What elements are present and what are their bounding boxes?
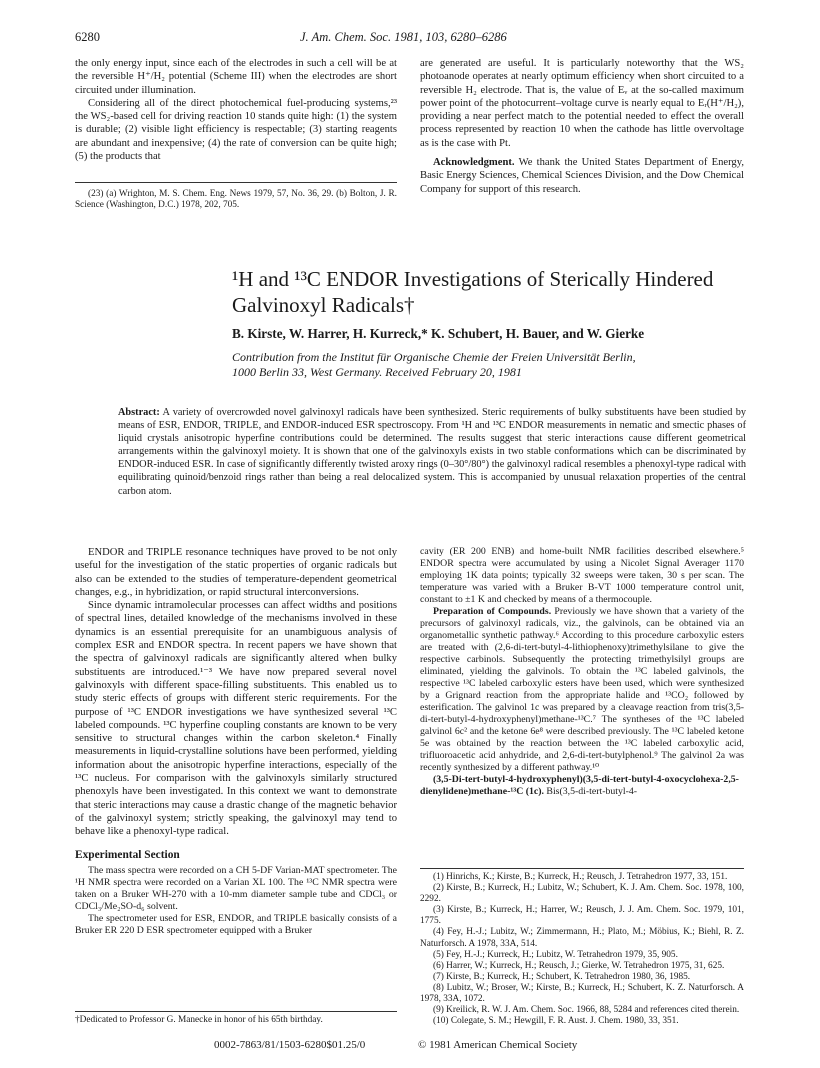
affiliation-line: 1000 Berlin 33, West Germany. Received February 20, 1981	[232, 365, 522, 379]
divider	[420, 868, 744, 869]
paragraph: The mass spectra were recorded on a CH 5-DF Varian-MAT spectrometer. The ¹H NMR spectra were recorded on a Varian XL 100. The ¹³C NMR spectra were taken on a Bruker WH-270 with a 10-mm diameter sample tube and CDCl₃ or CDCl₃/Me₂SO-d₆ solvent.	[75, 864, 397, 912]
subsection-label: Preparation of Compounds.	[433, 606, 552, 617]
reference-item: (6) Harrer, W.; Kurreck, H.; Reusch, J.; Gierke, W. Tetrahedron 1975, 31, 625.	[433, 960, 725, 971]
paragraph: ENDOR and TRIPLE resonance techniques have proved to be not only useful for the investigation of the static properties of organic radicals but also can be extended to the studies of temperature-dependent geometrical changes, e.g., in hybridization, or rapid structural interconversions.	[75, 547, 397, 598]
reference-item: (7) Kirste, B.; Kurreck, H.; Schubert, K. Tetrahedron 1980, 36, 1985.	[433, 971, 691, 982]
section-heading: Experimental Section	[75, 848, 180, 861]
article-code: 0002-7863/81/1503-6280$01.25/0	[214, 1039, 366, 1051]
main-right-column	[420, 546, 744, 798]
footnote-text: (23) (a) Wrighton, M. S. Chem. Eng. News 1979, 57, No. 36, 29. (b) Bolton, J. R. Science (Washington, D.C.) 1978, 202, 705.	[75, 189, 397, 211]
abstract-paragraph	[118, 406, 746, 498]
reference-item: (9) Kreilick, R. W. J. Am. Chem. Soc. 1966, 88, 5284 and references cited therein.	[433, 1005, 740, 1016]
prev-article-right-column	[420, 57, 744, 196]
reference-list	[420, 872, 744, 1027]
main-left-column	[75, 546, 397, 937]
author-list: B. Kirste, W. Harrer, H. Kurreck,* K. Schubert, H. Bauer, and W. Gierke	[232, 326, 645, 341]
article-title	[232, 266, 752, 318]
title-line: Galvinoxyl Radicals†	[232, 293, 415, 317]
paragraph: cavity (ER 200 ENB) and home-built NMR facilities described elsewhere.⁵ ENDOR spectra were accumulated by using a Nicolet Signal Averager 1170 employing 1K data points; typically 32 sweeps were taken, 30 s per scan. The temperature was varied with a Bruker B-VT 1000 temperature control unit, constant to ±1 K and checked by means of a thermocouple.	[420, 546, 744, 605]
reference-item: (4) Fey, H.-J.; Lubitz, W.; Zimmermann, H.; Plato, M.; Möbius, K.; Biehl, R. Z. Naturforsch. A 1978, 33A, 514.	[420, 927, 744, 949]
paragraph: Considering all of the direct photochemical fuel-producing systems,²³ the WS₂-based cell for driving reaction 10 stands quite high: (1) the system is durable; (2) visible light efficiency is respectable; (3) starting reagents are abundant and inexpensive; (4) the rate of conversion can be quite high; (5) the products that	[75, 97, 397, 163]
journal-citation: J. Am. Chem. Soc. 1981, 103, 6280–6286	[300, 30, 507, 44]
paragraph	[420, 606, 744, 774]
divider	[75, 182, 397, 183]
divider	[75, 1011, 397, 1012]
paragraph	[420, 774, 744, 798]
reference-item: (5) Fey, H.-J.; Kurreck, H.; Lubitz, W. Tetrahedron 1979, 35, 905.	[433, 949, 678, 960]
paragraph-text: Previously we have shown that a variety of the precursors of galvinoxyl radicals, viz., the galvinols, can be obtained via an organometallic synthetic pathway.⁶ According to this procedure carboxylic esters are treated with (2,6-di-tert-butyl-4-lithiophenoxy)trimethylsilane to give the respective carbinols. Subsequently the protecting trimethylsilyl groups are eliminated, yielding the galvinols. To obtain the ¹³C labeled galvinols, the respective ¹³C labeled carboxylic esters have been used, which were synthesized by a Grignard reaction from the appropriate halide and ¹³CO₂ followed by esterification. The galvinol 1c was prepared by a cleavage reaction from tris(3,5-di-tert-butyl-4-hydroxyphenyl)methane-¹³C.⁷ The syntheses of the ¹³C labeled galvinol 6c² and the ketone 6e⁸ were described previously. The ¹³C labeled ketone 5e was obtained by the reaction between the ¹³C labeled carboxylic acid, trifluoroacetic acid anhydride, and 2,6-di-tert-butylphenol.⁹ The galvinol 2a was recently synthesized by a different pathway.¹⁰	[420, 606, 744, 773]
paragraph: The spectrometer used for ESR, ENDOR, and TRIPLE basically consists of a Bruker ER 220 D ESR spectrometer equipped with a Bruker	[75, 912, 397, 936]
paragraph-text: Bis(3,5-di-tert-butyl-4-	[546, 786, 638, 797]
reference-item: (2) Kirste, B.; Kurreck, H.; Lubitz, W.; Schubert, K. J. Am. Chem. Soc. 1978, 100, 2292.	[420, 883, 744, 905]
prev-article-footnote	[75, 189, 397, 211]
copyright: © 1981 American Chemical Society	[418, 1039, 578, 1051]
dedication-footnote: †Dedicated to Professor G. Manecke in honor of his 65th birthday.	[75, 1015, 323, 1025]
compound-label: (3,5-Di-tert-butyl-4-hydroxyphenyl)(3,5-di-tert-butyl-4-oxocyclohexa-2,5-dienylidene)methane-¹³C (1c).	[420, 774, 739, 797]
abstract-text: A variety of overcrowded novel galvinoxyl radicals have been synthesized. Steric requirements of bulky substituents have been studied by means of ESR, ENDOR, TRIPLE, and ENDOR-induced ESR spectroscopy. From ¹H and ¹³C ENDOR measurements in nematic and smectic phases of liquid crystals anisotropic hyperfine contributions could be determined. The results suggest that steric interactions cause different geometrical arrangements within the galvinoxyl moiety. It is shown that one of the galvinoxyls exists in two stable conformations which can be discriminated by ENDOR-induced ESR. In case of significantly differently twisted aroxy rings (0–30°/80°) the galvinoxyl radical resembles a phenoxyl-type radical with equilibrating quinoid/benzoid rings rather than being a real delocalized system. This is accompanied by unusual relaxation properties of the central carbon atom.	[118, 407, 746, 497]
page-number: 6280	[75, 30, 100, 44]
paragraph: the only energy input, since each of the electrodes in such a cell will be at the reversible H⁺/H₂ potential (Scheme III) when the electrodes are short circuited under illumination.	[75, 58, 397, 96]
acknowledgment	[420, 156, 744, 196]
title-line: ¹H and ¹³C ENDOR Investigations of Sterically Hindered	[232, 267, 714, 291]
affiliation-line: Contribution from the Institut für Organische Chemie der Freien Universität Berlin,	[232, 350, 636, 364]
paragraph: Since dynamic intramolecular processes can affect widths and positions of spectral lines, detailed knowledge of the mechanisms involved in these dynamics is an essential prerequisite for an unambiguous analysis of complex ESR and ENDOR spectra. In recent papers we have shown that the spectra of galvinoxyl radicals are significantly altered when bulky substituents are introduced.¹⁻³ We have now prepared several novel galvinoxyls with different space-filling substituents. This enabled us to study steric effects of groups with different steric requirements. For the purpose of ¹³C ENDOR investigations we have synthesized several ¹³C labeled compounds. ¹³C hyperfine coupling constants are known to be very sensitive to structural changes within the carbon skeleton.⁴ Finally measurements in liquid-crystalline solutions have been performed, yielding information about the anisotropic hyperfine interactions, especially of the ¹³C nucleus. For comparison with the galvinoxyls similarly structured phenoxyls have been investigated. In this context we want to demonstrate that steric interactions may cause a drastic change of the magnetic behavior of the galvinoxyl system; strictly speaking, the galvinoxyl may tend to behave like a phenoxyl-type radical.	[75, 600, 397, 838]
reference-item: (1) Hinrichs, K.; Kirste, B.; Kurreck, H.; Reusch, J. Tetrahedron 1977, 33, 151.	[433, 872, 728, 882]
affiliation	[232, 350, 752, 380]
abstract-label: Abstract:	[118, 407, 160, 418]
acknowledgment-label: Acknowledgment.	[433, 157, 515, 169]
prev-article-left-column	[75, 57, 397, 163]
reference-item: (3) Kirste, B.; Kurreck, H.; Harrer, W.; Reusch, J. J. Am. Chem. Soc. 1979, 101, 1775.	[420, 905, 744, 927]
acknowledgment-text: We thank the United States Department of Energy, Basic Energy Sciences, Chemical Sciences Division, and the Dow Chemical Company for support of this research.	[420, 157, 744, 195]
paragraph: are generated are useful. It is particularly noteworthy that the WS₂ photoanode operates at nearly optimum efficiency when short circuited to a reversible H₂ electrode. That is, the value of Eᵥ at the so-called maximum power point of the photocurrent–voltage curve is nearly equal to Eᵣ(H⁺/H₂), providing a near perfect match to the potential needed to effect the overall process represented by reaction 10 when the cathode has little overvoltage as is the case with Pt.	[420, 58, 744, 149]
abstract	[118, 406, 746, 498]
reference-item: (8) Lubitz, W.; Broser, W.; Kirste, B.; Kurreck, H.; Schubert, K. Z. Naturforsch. A 1978, 33A, 1072.	[420, 982, 744, 1005]
reference-item: (10) Colegate, S. M.; Hewgill, F. R. Aust. J. Chem. 1980, 33, 351.	[433, 1016, 679, 1027]
